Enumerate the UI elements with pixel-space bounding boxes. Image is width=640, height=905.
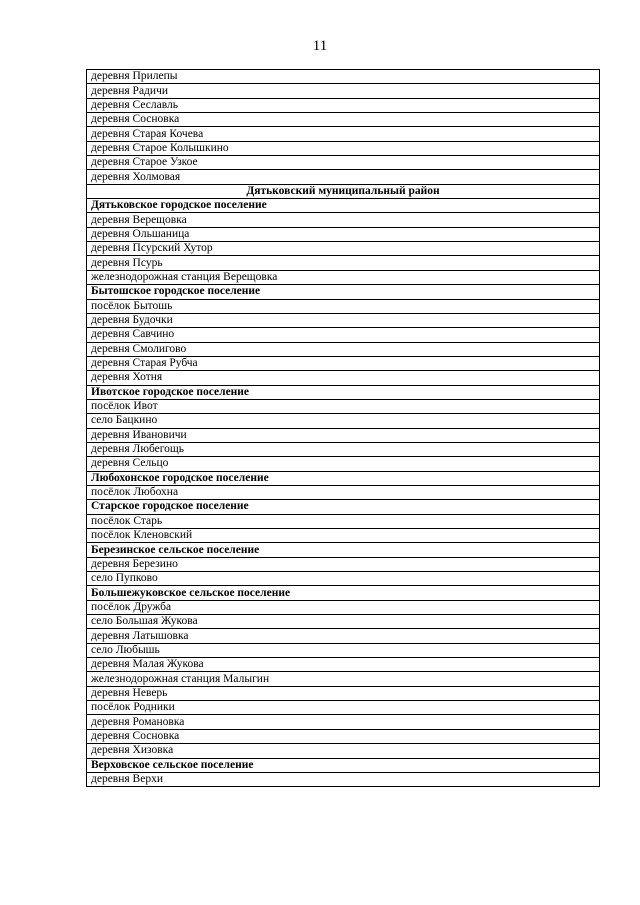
settlement-name: Любохонское городское поселение	[87, 471, 600, 485]
settlement-name: Дятьковское городское поселение	[87, 199, 600, 213]
locality-name: посёлок Дружба	[87, 600, 600, 614]
table-row	[87, 342, 600, 356]
settlement-header-row	[87, 385, 600, 399]
locality-name: посёлок Ивот	[87, 399, 600, 413]
table-row	[87, 672, 600, 686]
table-row	[87, 615, 600, 629]
table-row	[87, 529, 600, 543]
table-row	[87, 356, 600, 370]
settlement-name: Ивотское городское поселение	[87, 385, 600, 399]
locality-name: деревня Смолигово	[87, 342, 600, 356]
table-row	[87, 371, 600, 385]
table-row	[87, 227, 600, 241]
locality-name: деревня Хотня	[87, 371, 600, 385]
locality-name: деревня Будочки	[87, 313, 600, 327]
table-row	[87, 658, 600, 672]
settlement-header-row	[87, 285, 600, 299]
table-row	[87, 772, 600, 786]
table-row	[87, 141, 600, 155]
table-row	[87, 213, 600, 227]
settlement-name: Старское городское поселение	[87, 500, 600, 514]
locality-name: деревня Ивановичи	[87, 428, 600, 442]
table-row	[87, 313, 600, 327]
table-row	[87, 744, 600, 758]
locality-name: посёлок Любохна	[87, 485, 600, 499]
locality-name: деревня Сосновка	[87, 729, 600, 743]
table-row	[87, 270, 600, 284]
locality-name: деревня Сеславль	[87, 98, 600, 112]
locality-name: деревня Верещовка	[87, 213, 600, 227]
table-row	[87, 156, 600, 170]
locality-name: деревня Псурский Хутор	[87, 242, 600, 256]
locality-name: деревня Старая Кочева	[87, 127, 600, 141]
table-row	[87, 442, 600, 456]
locality-name: деревня Березино	[87, 557, 600, 571]
locality-name: деревня Латышовка	[87, 629, 600, 643]
table-row	[87, 299, 600, 313]
settlement-header-row	[87, 586, 600, 600]
table-row	[87, 729, 600, 743]
table-row	[87, 643, 600, 657]
table-row	[87, 98, 600, 112]
locality-name: деревня Сосновка	[87, 113, 600, 127]
locality-name: посёлок Кленовский	[87, 529, 600, 543]
locality-name: деревня Холмовая	[87, 170, 600, 184]
table-row	[87, 428, 600, 442]
locality-name: село Любышь	[87, 643, 600, 657]
table-row	[87, 572, 600, 586]
locality-name: деревня Псурь	[87, 256, 600, 270]
settlement-header-row	[87, 543, 600, 557]
locality-name: посёлок Бытошь	[87, 299, 600, 313]
settlement-header-row	[87, 199, 600, 213]
locality-name: деревня Сельцо	[87, 457, 600, 471]
locality-name: село Пупково	[87, 572, 600, 586]
table-row	[87, 514, 600, 528]
table-row	[87, 256, 600, 270]
table-row	[87, 242, 600, 256]
settlement-header-row	[87, 471, 600, 485]
locality-name: деревня Романовка	[87, 715, 600, 729]
locality-name: деревня Старое Узкое	[87, 156, 600, 170]
locality-name: железнодорожная станция Малыгин	[87, 672, 600, 686]
district-header-row	[87, 184, 600, 198]
table-row	[87, 328, 600, 342]
locality-name: деревня Савчино	[87, 328, 600, 342]
locality-name: деревня Старое Колышкино	[87, 141, 600, 155]
locality-name: деревня Верхи	[87, 772, 600, 786]
table-row	[87, 557, 600, 571]
locality-name: деревня Ольшаница	[87, 227, 600, 241]
table-row	[87, 414, 600, 428]
district-name: Дятьковский муниципальный район	[87, 184, 600, 198]
settlements-table-body	[87, 70, 600, 787]
settlement-name: Березинское сельское поселение	[87, 543, 600, 557]
locality-name: деревня Малая Жукова	[87, 658, 600, 672]
locality-name: деревня Любегощь	[87, 442, 600, 456]
locality-name: посёлок Старь	[87, 514, 600, 528]
table-row	[87, 600, 600, 614]
table-row	[87, 629, 600, 643]
table-row	[87, 70, 600, 84]
settlement-header-row	[87, 758, 600, 772]
table-row	[87, 113, 600, 127]
settlement-header-row	[87, 500, 600, 514]
locality-name: деревня Прилепы	[87, 70, 600, 84]
table-row	[87, 485, 600, 499]
locality-name: деревня Хизовка	[87, 744, 600, 758]
locality-name: деревня Неверь	[87, 686, 600, 700]
table-row	[87, 701, 600, 715]
table-row	[87, 715, 600, 729]
page-number: 11	[312, 38, 328, 54]
locality-name: деревня Радичи	[87, 84, 600, 98]
locality-name: село Большая Жукова	[87, 615, 600, 629]
settlements-table	[86, 69, 600, 787]
table-row	[87, 127, 600, 141]
settlement-name: Верховское сельское поселение	[87, 758, 600, 772]
table-row	[87, 399, 600, 413]
settlement-name: Бытошское городское поселение	[87, 285, 600, 299]
table-row	[87, 686, 600, 700]
locality-name: деревня Старая Рубча	[87, 356, 600, 370]
settlement-name: Большежуковское сельское поселение	[87, 586, 600, 600]
locality-name: железнодорожная станция Верещовка	[87, 270, 600, 284]
locality-name: посёлок Родники	[87, 701, 600, 715]
table-row	[87, 84, 600, 98]
table-row	[87, 457, 600, 471]
table-row	[87, 170, 600, 184]
locality-name: село Бацкино	[87, 414, 600, 428]
